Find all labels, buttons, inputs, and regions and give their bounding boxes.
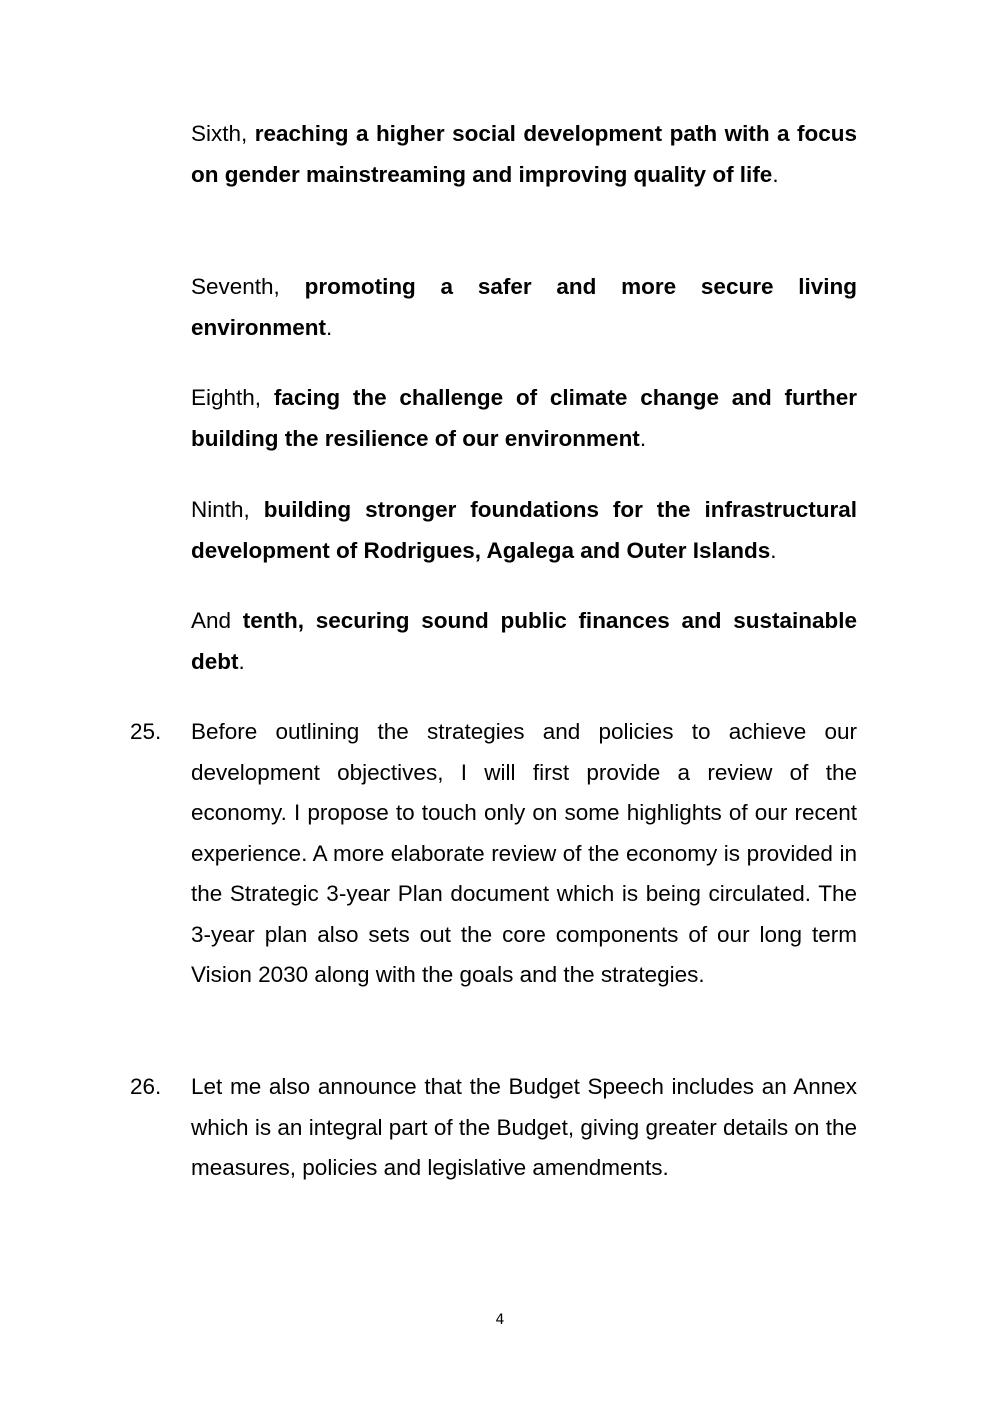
page-number: 4	[495, 1312, 505, 1328]
item-end: .	[238, 648, 245, 674]
item-bold-text: promoting a safer and more secure living environment	[191, 274, 857, 340]
item-end: .	[326, 314, 333, 340]
item-end: .	[772, 161, 779, 187]
item-seventh	[191, 267, 857, 348]
item-intro: And	[191, 608, 243, 633]
item-ninth	[191, 490, 857, 571]
item-end: .	[770, 537, 777, 563]
item-bold-text: building stronger foundations for the infrastructural development of Rodrigues, Agalega and Outer Islands	[191, 497, 858, 563]
item-intro: Ninth,	[191, 497, 264, 522]
item-bold-text: facing the challenge of climate change and further building the resilience of our environment	[191, 385, 857, 451]
item-bold-text: reaching a higher social development path with a focus on gender mainstreaming and improving quality of life	[191, 121, 857, 187]
paragraph-number: 26.	[130, 1074, 162, 1099]
paragraph-26: Let me also announce that the Budget Speech includes an Annex which is an integral part of the Budget, giving greater details on the measures, policies and legislative amendments.	[191, 1074, 857, 1180]
item-tenth	[191, 601, 857, 682]
paragraph-25: Before outlining the strategies and policies to achieve our development objectives, I will first provide a review of the economy. I propose to touch only on some highlights of our recent experience. A more elaborate review of the economy is provided in the Strategic 3-year Plan document which is being circulated. The 3-year plan also sets out the core components of our long term Vision 2030 along with the goals and the strategies.	[191, 719, 857, 987]
item-bold-text: tenth, securing sound public finances and sustainable debt	[191, 608, 857, 674]
item-sixth	[191, 114, 857, 195]
item-eighth	[191, 378, 857, 459]
item-intro: Sixth,	[191, 121, 255, 146]
item-end: .	[639, 425, 647, 451]
paragraph-number: 25.	[130, 719, 162, 744]
item-intro: Eighth,	[191, 385, 274, 410]
item-intro: Seventh,	[191, 274, 305, 299]
